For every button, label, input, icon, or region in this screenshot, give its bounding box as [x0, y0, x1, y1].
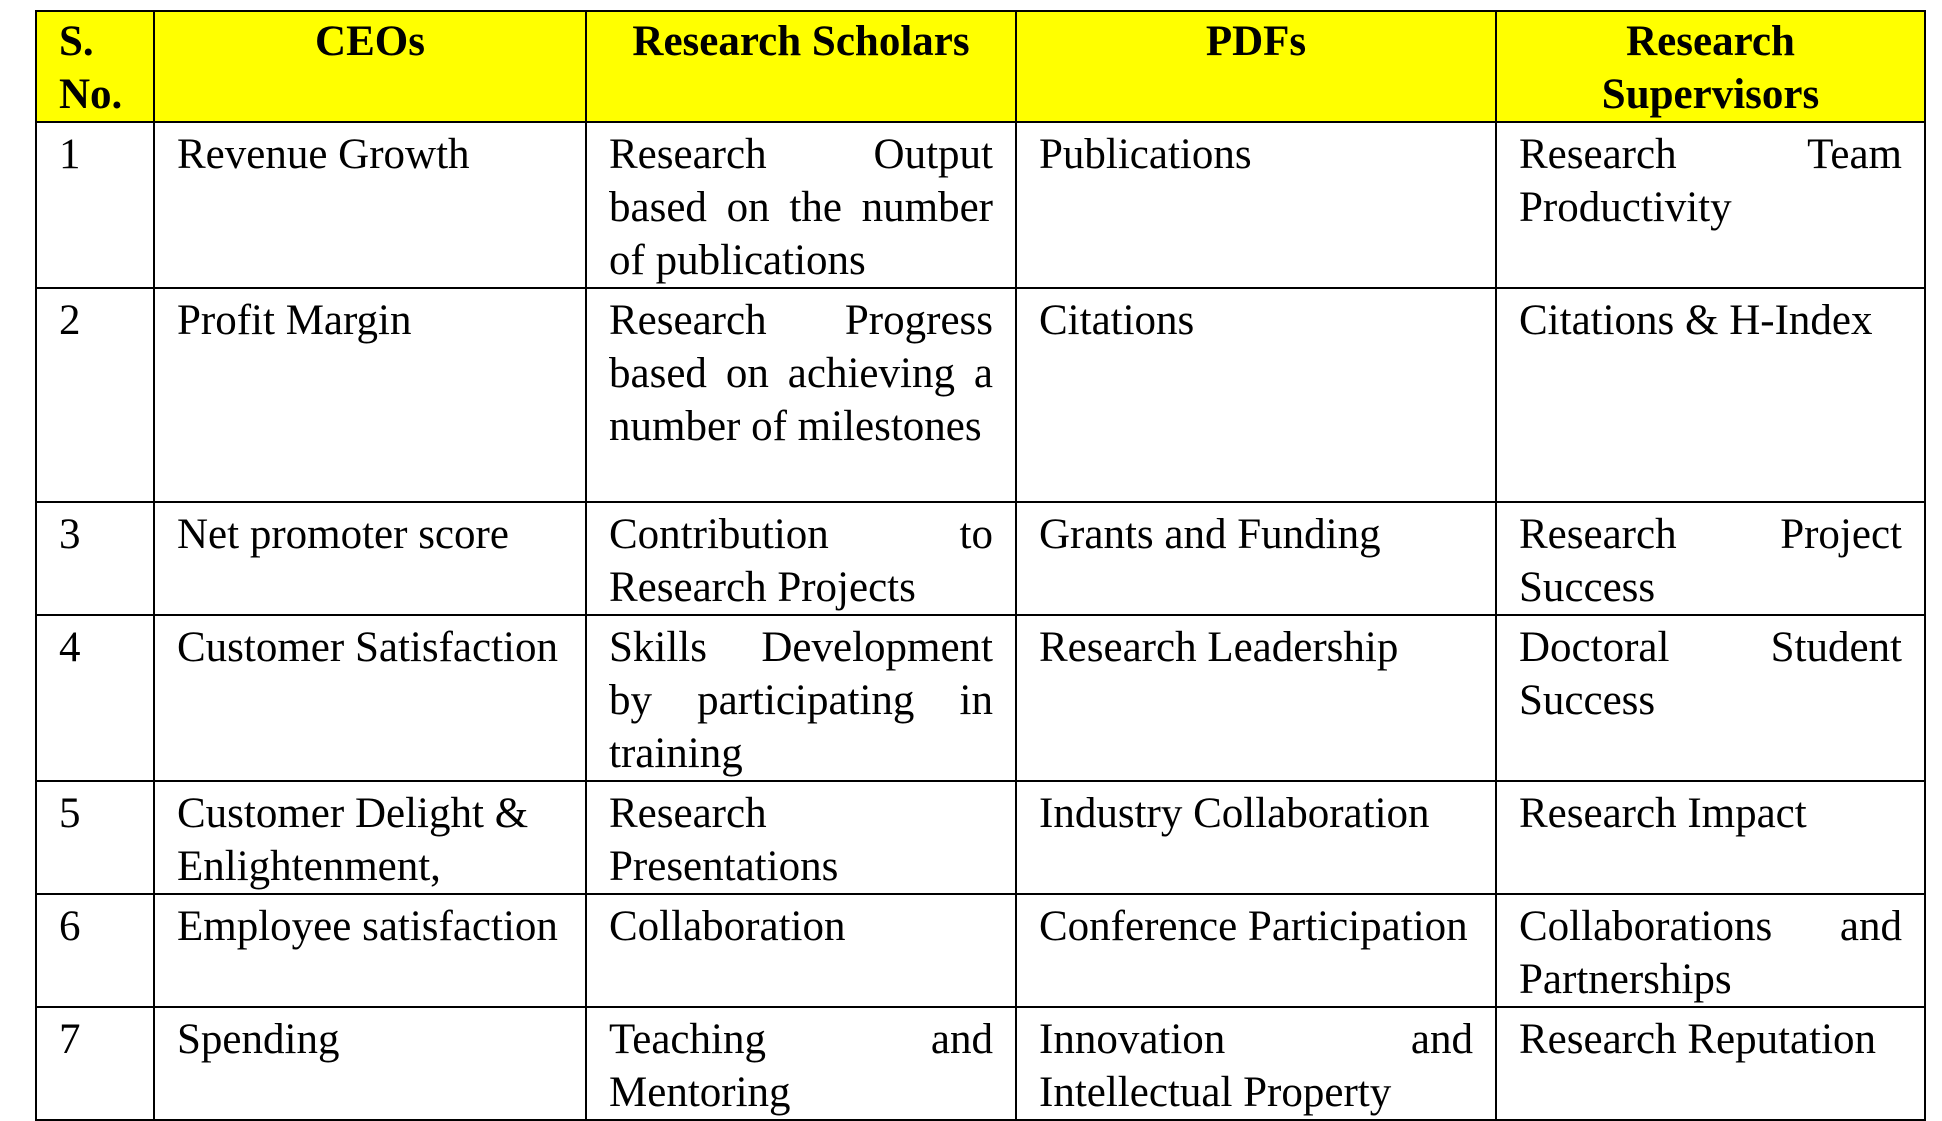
table-header-row [36, 11, 1925, 122]
cell-research-supervisors: Research Team Productivity [1496, 122, 1925, 288]
header-research-scholars: Research Scholars [586, 11, 1016, 122]
cell-research-supervisors: Collaborations and Partnerships [1496, 894, 1925, 1007]
cell-ceos: Revenue Growth [154, 122, 586, 288]
cell-pdfs: Research Leadership [1016, 615, 1496, 781]
header-sno: S. No. [36, 11, 154, 122]
cell-research-scholars: Research Output based on the number of publications [586, 122, 1016, 288]
cell-ceos: Profit Margin [154, 288, 586, 502]
cell-ceos: Employee satisfaction [154, 894, 586, 1007]
cell-sno: 6 [36, 894, 154, 1007]
cell-ceos: Spending [154, 1007, 586, 1120]
cell-sno: 1 [36, 122, 154, 288]
table-row [36, 122, 1925, 288]
cell-pdfs: Conference Participation [1016, 894, 1496, 1007]
cell-pdfs: Grants and Funding [1016, 502, 1496, 615]
cell-ceos: Customer Satisfaction [154, 615, 586, 781]
cell-pdfs: Industry Collaboration [1016, 781, 1496, 894]
cell-sno: 2 [36, 288, 154, 502]
cell-research-supervisors: Research Impact [1496, 781, 1925, 894]
cell-sno: 7 [36, 1007, 154, 1120]
cell-research-supervisors: Research Reputation [1496, 1007, 1925, 1120]
table-row [36, 502, 1925, 615]
cell-ceos: Customer Delight & Enlightenment, [154, 781, 586, 894]
header-pdfs: PDFs [1016, 11, 1496, 122]
cell-pdfs: Innovation and Intellectual Property [1016, 1007, 1496, 1120]
cell-research-supervisors: Doctoral Student Success [1496, 615, 1925, 781]
cell-research-supervisors: Research Project Success [1496, 502, 1925, 615]
table-row [36, 894, 1925, 1007]
cell-sno: 5 [36, 781, 154, 894]
cell-pdfs: Citations [1016, 288, 1496, 502]
table-row [36, 781, 1925, 894]
header-research-supervisors: Research Supervisors [1496, 11, 1925, 122]
cell-sno: 3 [36, 502, 154, 615]
cell-research-scholars: Teaching and Mentoring [586, 1007, 1016, 1120]
header-ceos: CEOs [154, 11, 586, 122]
cell-sno: 4 [36, 615, 154, 781]
cell-research-scholars: Research Presentations [586, 781, 1016, 894]
cell-research-scholars: Skills Development by participating in training [586, 615, 1016, 781]
cell-research-scholars: Contribution to Research Projects [586, 502, 1016, 615]
cell-research-scholars: Collaboration [586, 894, 1016, 1007]
table-row [36, 615, 1925, 781]
cell-research-scholars: Research Progress based on achieving a number of milestones [586, 288, 1016, 502]
kpi-comparison-table [35, 10, 1926, 1121]
cell-ceos: Net promoter score [154, 502, 586, 615]
cell-pdfs: Publications [1016, 122, 1496, 288]
cell-research-supervisors: Citations & H-Index [1496, 288, 1925, 502]
table-row [36, 288, 1925, 502]
table-row [36, 1007, 1925, 1120]
